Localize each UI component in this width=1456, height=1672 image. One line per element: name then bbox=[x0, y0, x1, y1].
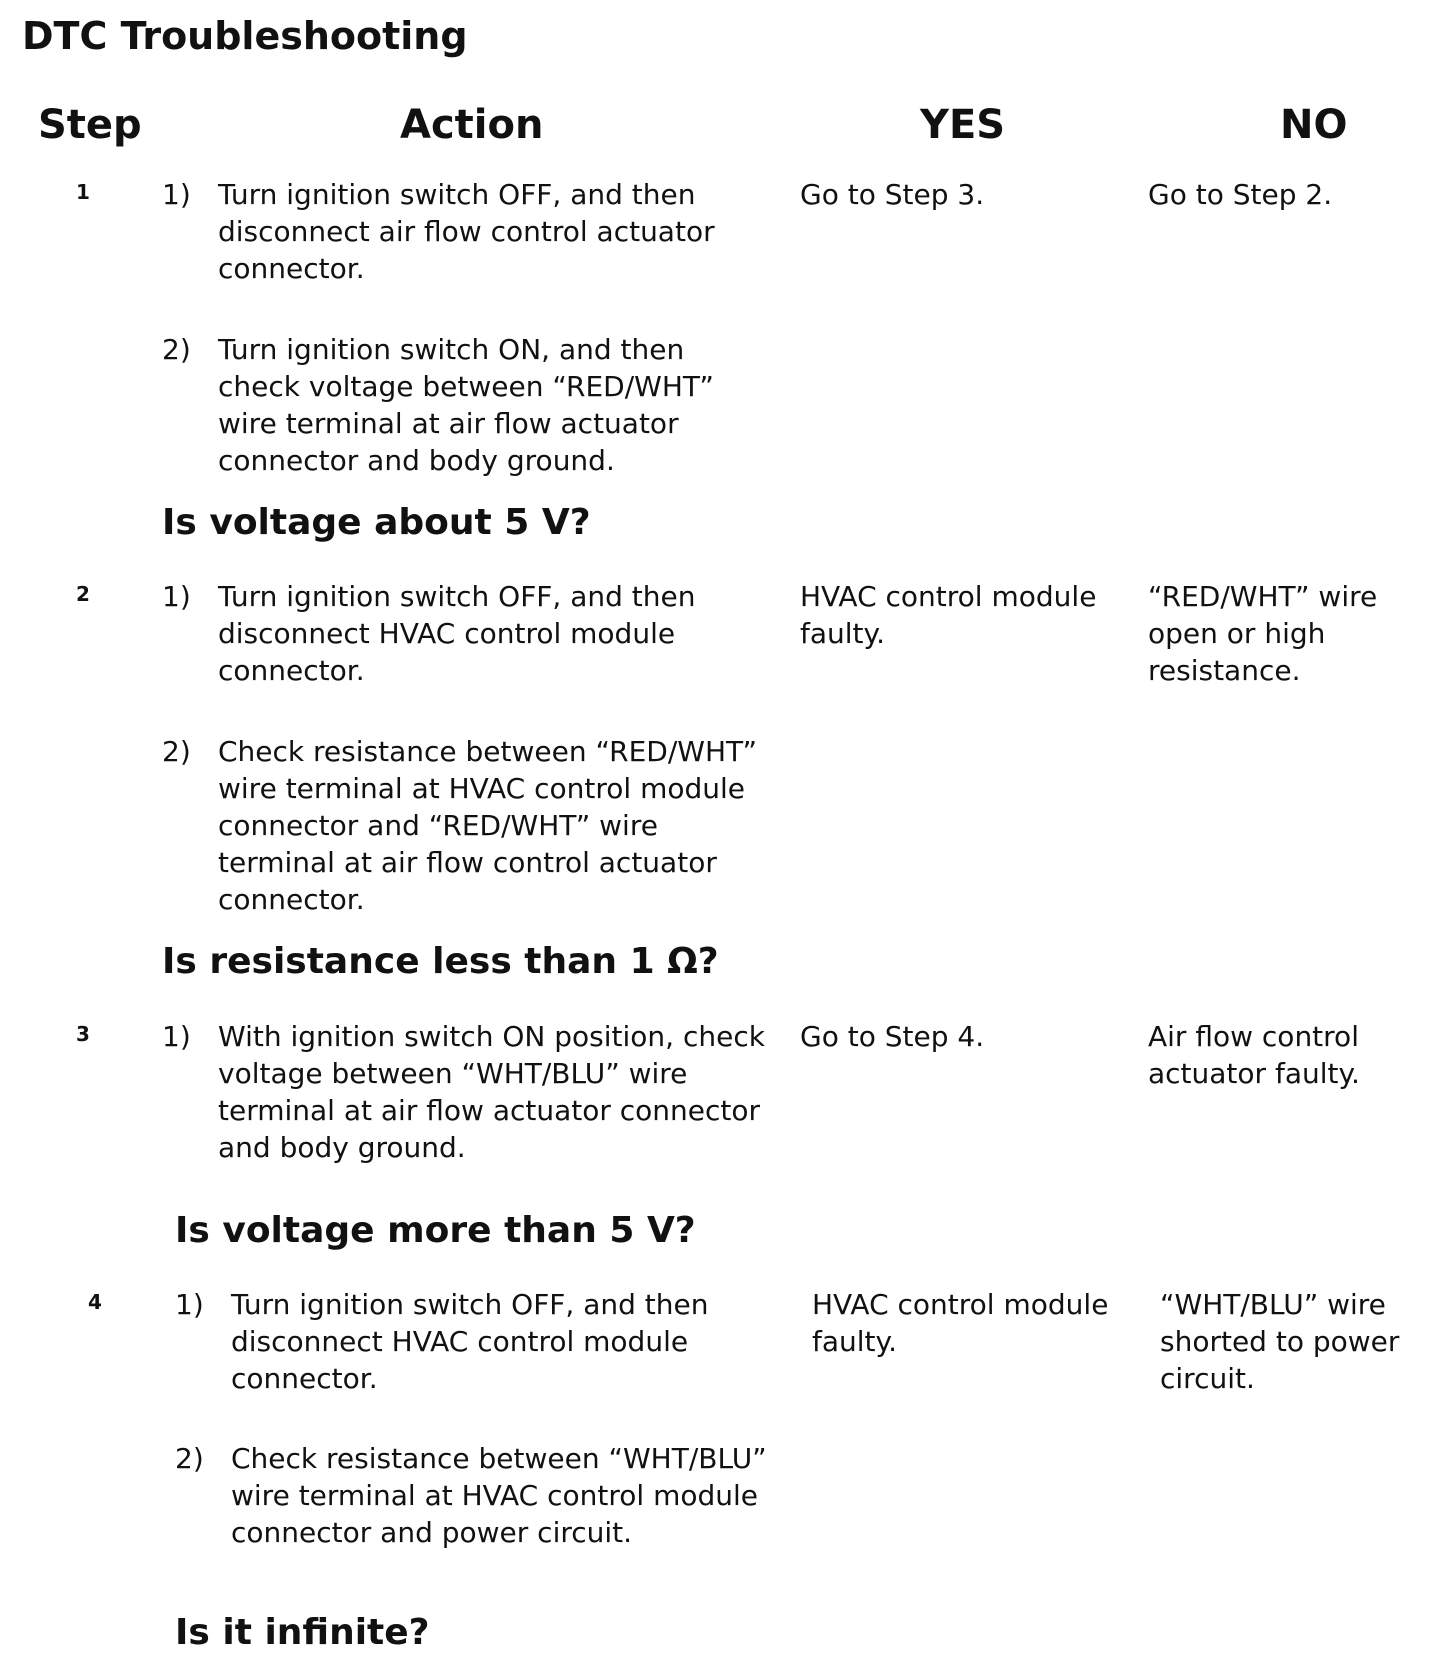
step-3-question: Is voltage more than 5 V? bbox=[175, 1210, 696, 1251]
item-number: 2) bbox=[175, 1442, 204, 1475]
item-text: Turn ignition switch OFF, and then disconnect HVAC control module connector. bbox=[231, 1288, 709, 1395]
step-2-yes: HVAC control module faulty. bbox=[800, 580, 1097, 650]
step-3-number: 3 bbox=[76, 1022, 90, 1046]
step-1-item-1 bbox=[162, 176, 772, 287]
step-2-question: Is resistance less than 1 Ω? bbox=[162, 941, 719, 982]
header-yes: YES bbox=[920, 102, 1006, 148]
item-number: 1) bbox=[162, 580, 191, 613]
item-text: Turn ignition switch ON, and then check voltage between “RED/WHT” wire terminal at air flow actuator connector and body ground. bbox=[218, 333, 714, 477]
step-1-no: Go to Step 2. bbox=[1148, 178, 1333, 211]
step-3-yes: Go to Step 4. bbox=[800, 1020, 985, 1053]
header-step: Step bbox=[38, 102, 142, 148]
item-number: 2) bbox=[162, 735, 191, 768]
step-1-item-2 bbox=[162, 331, 772, 479]
item-number: 1) bbox=[175, 1288, 204, 1321]
header-no: NO bbox=[1280, 102, 1348, 148]
item-text: Turn ignition switch OFF, and then disconnect HVAC control module connector. bbox=[218, 580, 696, 687]
item-text: Turn ignition switch OFF, and then disconnect air flow control actuator connector. bbox=[218, 178, 715, 285]
step-2-no: “RED/WHT” wire open or high resistance. bbox=[1148, 580, 1378, 687]
item-text: Check resistance between “RED/WHT” wire terminal at HVAC control module connector and “RED/WHT” wire terminal at air flow control actuator connector. bbox=[218, 735, 758, 916]
step-4-item-2 bbox=[175, 1440, 785, 1551]
item-text: Check resistance between “WHT/BLU” wire terminal at HVAC control module connector and power circuit. bbox=[231, 1442, 767, 1549]
step-4-no: “WHT/BLU” wire shorted to power circuit. bbox=[1160, 1288, 1400, 1395]
step-4-number: 4 bbox=[88, 1290, 102, 1314]
item-text: With ignition switch ON position, check voltage between “WHT/BLU” wire terminal at air flow actuator connector and body ground. bbox=[218, 1020, 765, 1164]
step-1-number: 1 bbox=[76, 180, 90, 204]
step-4-yes: HVAC control module faulty. bbox=[812, 1288, 1109, 1358]
step-2-number: 2 bbox=[76, 582, 90, 606]
item-number: 1) bbox=[162, 1020, 191, 1053]
page-title: DTC Troubleshooting bbox=[22, 14, 468, 58]
step-4-question: Is it infinite? bbox=[175, 1612, 430, 1653]
item-number: 1) bbox=[162, 178, 191, 211]
step-1-yes: Go to Step 3. bbox=[800, 178, 985, 211]
step-2-item-2 bbox=[162, 733, 772, 918]
step-3-no: Air flow control actuator faulty. bbox=[1148, 1020, 1360, 1090]
step-4-item-1 bbox=[175, 1286, 785, 1397]
item-number: 2) bbox=[162, 333, 191, 366]
step-1-question: Is voltage about 5 V? bbox=[162, 502, 591, 543]
header-action: Action bbox=[400, 102, 544, 148]
step-3-item-1 bbox=[162, 1018, 772, 1166]
step-2-item-1 bbox=[162, 578, 772, 689]
